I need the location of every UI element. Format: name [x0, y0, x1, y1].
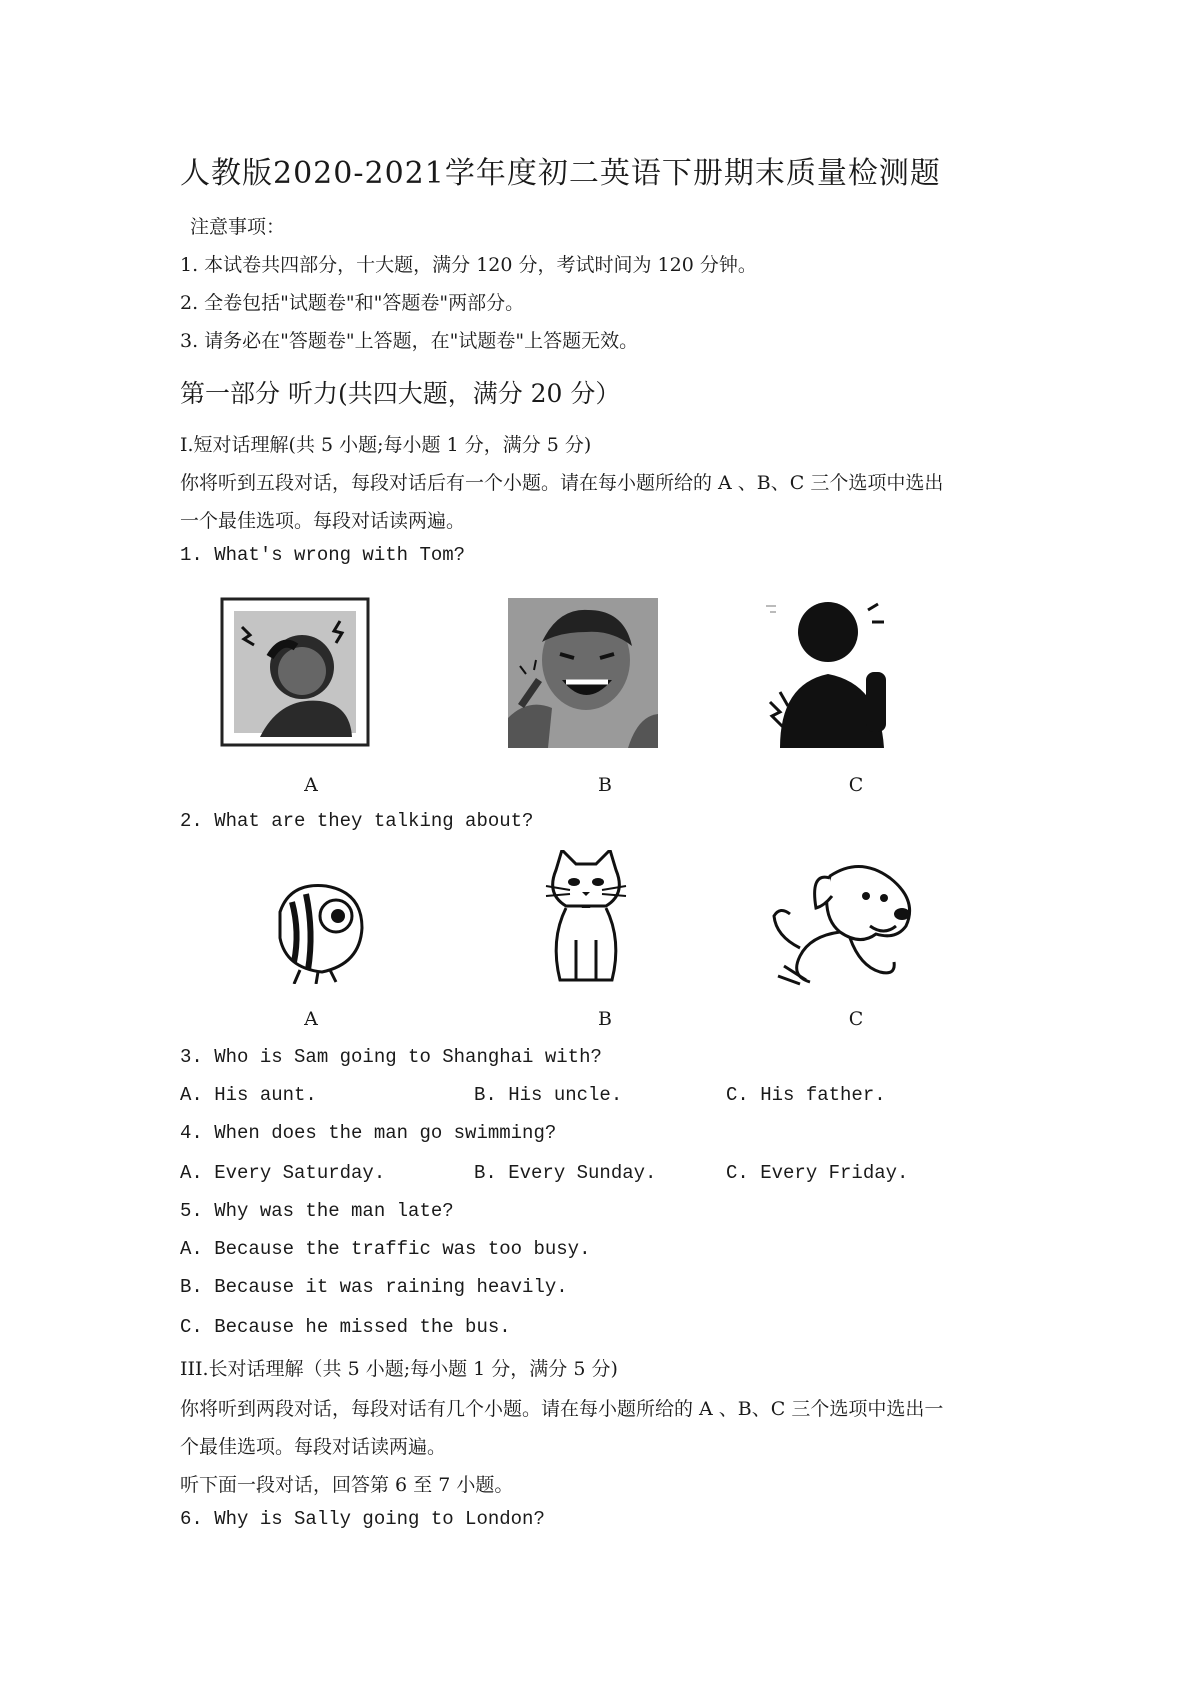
notice-item: 1. 本试卷共四部分，十大题，满分 120 分，考试时间为 120 分钟。	[180, 254, 757, 276]
section1-instruction: 你将听到五段对话，每段对话后有一个小题。请在每小题所给的 A 、B、C 三个选项中选出	[180, 472, 944, 494]
question-6: 6. Why is Sally going to London?	[180, 1508, 545, 1530]
question-1: 1. What's wrong with Tom?	[180, 544, 466, 566]
option-label: A	[304, 1008, 318, 1030]
notice-heading: 注意事项：	[190, 216, 286, 238]
question-2: 2. What are they talking about?	[180, 810, 534, 832]
section3-instruction: 你将听到两段对话，每段对话有几个小题。请在每小题所给的 A 、B、C 三个选项中选出一	[180, 1398, 944, 1420]
option-c: C. His father.	[726, 1084, 886, 1106]
option-a: A. Every Saturday.	[180, 1162, 386, 1184]
section3-heading: III.长对话理解（共 5 小题;每小题 1 分，满分 5 分)	[180, 1358, 618, 1380]
notice-item: 3. 请务必在"答题卷"上答题，在"试题卷"上答题无效。	[180, 330, 639, 352]
section1-instruction: 一个最佳选项。每段对话读两遍。	[180, 510, 466, 532]
backache-boy-picture	[756, 592, 906, 752]
sub-instruction: 听下面一段对话，回答第 6 至 7 小题。	[180, 1474, 514, 1496]
question-5: 5. Why was the man late?	[180, 1200, 454, 1222]
notice-item: 2. 全卷包括"试题卷"和"答题卷"两部分。	[180, 292, 525, 314]
option-b: B. His uncle.	[474, 1084, 623, 1106]
option-c: C. Every Friday.	[726, 1162, 909, 1184]
option-b: B. Every Sunday.	[474, 1162, 657, 1184]
section1-heading: I.短对话理解(共 5 小题;每小题 1 分，满分 5 分)	[180, 434, 592, 456]
dog-picture	[770, 856, 920, 986]
toothache-boy-picture	[508, 598, 658, 748]
option-a: A. His aunt.	[180, 1084, 317, 1106]
option-c: C. Because he missed the bus.	[180, 1316, 511, 1338]
fish-picture	[270, 872, 370, 984]
headache-boy-picture	[220, 597, 370, 747]
option-label: B	[598, 774, 612, 796]
cat-picture	[536, 850, 636, 986]
question-4: 4. When does the man go swimming?	[180, 1122, 557, 1144]
section3-instruction: 个最佳选项。每段对话读两遍。	[180, 1436, 447, 1458]
option-b: B. Because it was raining heavily.	[180, 1276, 568, 1298]
option-label: B	[598, 1008, 612, 1030]
option-label: C	[848, 1008, 864, 1030]
question-3: 3. Who is Sam going to Shanghai with?	[180, 1046, 602, 1068]
part1-heading: 第一部分 听力(共四大题，满分 20 分）	[180, 379, 621, 408]
option-label: A	[304, 774, 318, 796]
page-title: 人教版2020-2021学年度初二英语下册期末质量检测题	[180, 156, 941, 191]
option-label: C	[848, 774, 864, 796]
option-a: A. Because the traffic was too busy.	[180, 1238, 591, 1260]
